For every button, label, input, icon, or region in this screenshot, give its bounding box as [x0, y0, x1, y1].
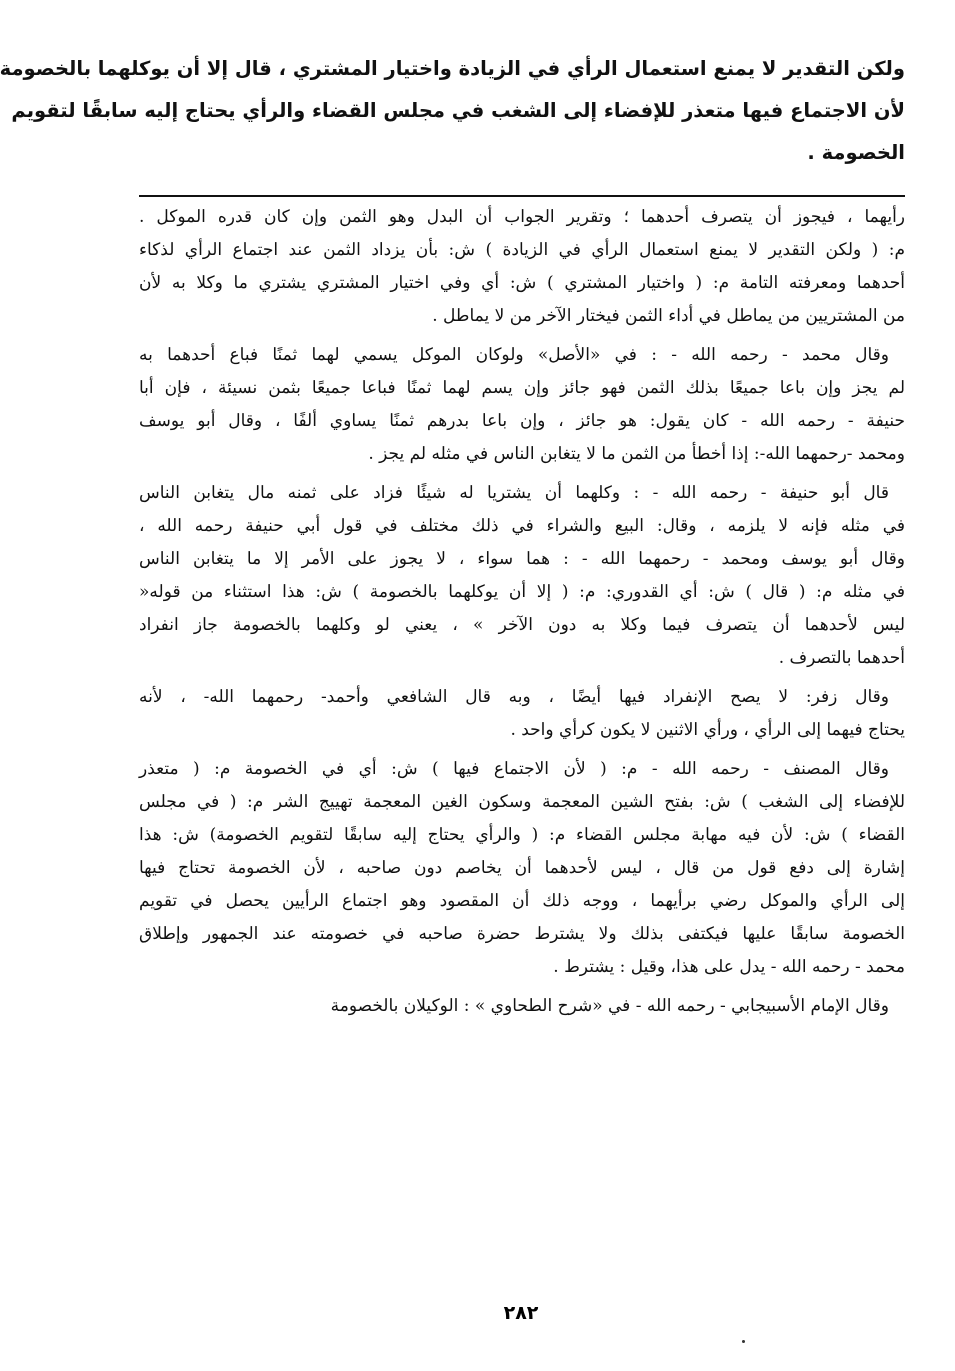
text-line: رأيهما ، فيجوز أن يتصرف أحدهما ؛ وتقرير الجواب أن البدل وهو الثمن وإن كان قدره الموكل . — [139, 207, 905, 227]
text-line: إلى الرأي والموكل رضي برأيهما ، ووجه ذلك أن المقصود وهو اجتماع الرأيين يحصل في تقويم — [139, 891, 905, 911]
matn-text — [0, 48, 905, 178]
text-line: ليس لأحدهما أن يتصرف فيما وكلا به دون الآخر » ، يعني لو وكلهما بالخصومة جاز انفراد — [139, 615, 905, 635]
text-line: حنيفة - رحمه الله - كان يقول: هو جائز ، وإن باعا بدرهم ثمنًا يساوي ألفًا ، وقال أبو يوسف — [139, 411, 905, 431]
paragraph — [139, 477, 905, 675]
text-line: م: ( ولكن التقدير لا يمنع استعمال الرأي في الزيادة ) ش: بأن يزداد الثمن عند اجتماع الرأي لذكاء — [139, 240, 905, 260]
print-mark — [742, 1340, 745, 1343]
matn-line: لأن الاجتماع فيها متعذر للإفضاء إلى الشغب في مجلس القضاء والرأي يحتاج إليه سابقًا لتقويم — [11, 99, 905, 122]
text-line: للإفضاء إلى الشغب ) ش: بفتح الشين المعجمة وسكون الغين المعجمة تهييج الشر م: ( في مجلس — [139, 792, 905, 812]
paragraph — [139, 990, 905, 1023]
text-line: يحتاج فيهما إلى الرأي ، ورأي الاثنين لا يكون كرأي واحد . — [510, 720, 905, 740]
text-line: إشارة إلى دفع قول من قال ، ليس لأحدهما أن يخاصم دون صاحبه ، لأن الخصومة تحتاج فيها — [139, 858, 905, 878]
text-line: وقال أبو يوسف ومحمد - رحمهما الله - : هما سواء ، لا يجوز على الأمر إلا ما يتغابن الناس — [139, 549, 905, 569]
text-line: أحدهما ومعرفته التامة م: ( واختيار المشتري ) ش: أي وفي اختيار المشتري يشتري ما وكلا به لأن — [139, 273, 905, 293]
text-line: ومحمد -رحمهما الله-: إذا أخطأ من الثمن ما لا يتغابن الناس في مثله لم يجز . — [368, 444, 905, 464]
text-line: محمد - رحمه الله - يدل على هذا، وقيل : يشترط . — [553, 957, 905, 977]
text-line: القضاء ) ش: لأن فيه مهابة مجلس القضاء م: ( والرأي يحتاج إليه سابقًا لتقويم الخصومة) ش: هذا — [139, 825, 905, 845]
text-line: وقال محمد - رحمه الله - : في «الأصل» ولوكان الموكل يسمي لهما ثمنًا فباع أحدهما به — [139, 345, 889, 365]
text-line: لم يجز وإن باعا جميعًا بذلك الثمن فهو جائز وإن يسم لهما ثمنًا فباعا جميعًا بثمن نسيئة ، فإن أبا — [139, 378, 905, 398]
matn-line: الخصومة . — [807, 141, 905, 164]
paragraph — [139, 753, 905, 984]
text-line: أحدهما بالتصرف . — [778, 648, 905, 668]
text-line: وقال الإمام الأسبيجابي - رحمه الله - في «شرح الطحاوي » : الوكيلان بالخصومة — [330, 996, 889, 1016]
text-line: من المشتريين من يماطل في أداء الثمن فيختار الآخر من لا يماطل . — [432, 306, 905, 326]
text-line: الخصومة سابقًا عليها فيكتفى بذلك ولا يشترط حضرة صاحبه في خصومته عند الجمهور وإطلاق — [139, 924, 905, 944]
text-line: وقال المصنف - رحمه الله - م: ( لأن الاجتماع فيها ) ش: أي في الخصومة م: ( متعذر — [139, 759, 889, 779]
text-line: وقال زفر: لا يصح الإنفراد فيها أيضًا ، وبه قال الشافعي وأحمد- رحمهما الله- ، لأنه — [139, 687, 889, 707]
text-line: قال أبو حنيفة - رحمه الله - : وكلهما أن يشتريا له شيئًا فزاد على ثمنه مال يتغابن الناس — [139, 483, 889, 503]
commentary-text — [139, 201, 905, 1023]
paragraph — [139, 681, 905, 747]
text-line: في مثله م: ( قال ) ش: أي القدوري: م: ( إلا أن يوكلهما بالخصومة ) ش: هذا استثناء من قوله« — [139, 582, 905, 602]
page-number: ٢٨٢ — [503, 1302, 539, 1324]
separator-rule — [139, 195, 905, 197]
text-line: في مثله فإنه لا يلزمه ، وقال: البيع والشراء في ذلك مختلف في قول أبي حنيفة رحمه الله ، — [139, 516, 905, 536]
matn-line: ولكن التقدير لا يمنع استعمال الرأي في الزيادة واختيار المشتري ، قال إلا أن يوكلهما بالخصومة — [0, 57, 905, 80]
paragraph — [139, 339, 905, 471]
paragraph — [139, 201, 905, 333]
